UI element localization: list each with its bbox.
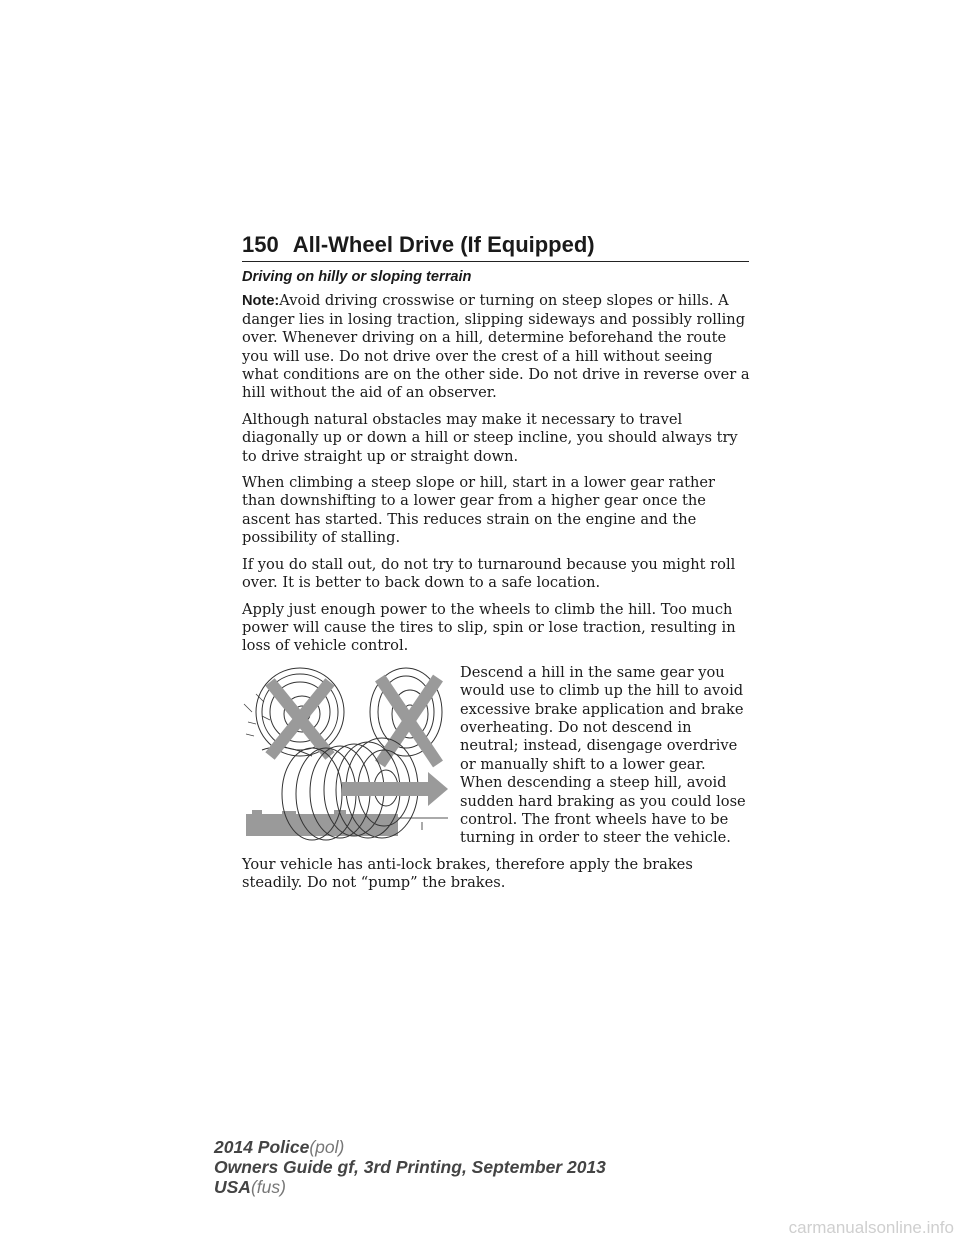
paragraph-climbing: When climbing a steep slope or hill, start in a lower gear rather than downshifting to a lower gear from a higher gear once the ascent has started. This reduces strain on the engine and the possibility of stalling. bbox=[242, 474, 716, 547]
paragraph-brakes: Your vehicle has anti-lock brakes, therefore apply the brakes steadily. Do not “pump” the brakes. bbox=[242, 855, 693, 892]
paragraph-stall: If you do stall out, do not try to turnaround because you might roll over. It is better to back down to a safe location. bbox=[242, 555, 736, 592]
figure-row bbox=[242, 664, 752, 848]
chapter-title: All-Wheel Drive (If Equipped) bbox=[292, 232, 595, 257]
page-header bbox=[242, 229, 749, 262]
note-paragraph bbox=[242, 292, 752, 402]
footer-line-2: Owners Guide gf, 3rd Printing, September 2013 bbox=[214, 1157, 606, 1177]
hill-driving-illustration bbox=[242, 664, 452, 842]
note-text: Avoid driving crosswise or turning on steep slopes or hills. A danger lies in losing traction, slipping sideways and possibly rolling over. Whenever driving on a hill, determine beforehand the route you will use. Do not drive over the crest of a hill without seeing what conditions are on the other side. Do not drive in reverse over a hill without the aid of an observer. bbox=[242, 292, 750, 402]
print-footer bbox=[214, 1137, 606, 1197]
watermark: carmanualsonline.info bbox=[788, 1218, 954, 1237]
section-title: Driving on hilly or sloping terrain bbox=[242, 269, 472, 285]
paragraph-diagonal: Although natural obstacles may make it necessary to travel diagonally up or down a hill or steep incline, you should always try to drive straight up or straight down. bbox=[242, 410, 738, 465]
footer-line-3: USA(fus) bbox=[214, 1177, 286, 1197]
paragraph-power: Apply just enough power to the wheels to climb the hill. Too much power will cause the tires to slip, spin or lose traction, resulting in loss of vehicle control. bbox=[242, 600, 736, 655]
ground-strip-icon bbox=[246, 810, 448, 836]
page-number: 150 bbox=[242, 232, 279, 257]
note-label: Note: bbox=[242, 293, 280, 310]
footer-line-1: 2014 Police(pol) bbox=[214, 1137, 345, 1157]
prohibited-x-left-icon bbox=[270, 682, 330, 756]
prohibited-x-right-icon bbox=[380, 678, 438, 764]
page-content bbox=[242, 268, 752, 901]
figure-caption-text: Descend a hill in the same gear you would use to climb up the hill to avoid excessive brake application and brake overheating. Do not descend in neutral; instead, disengage overdrive or manually shift to a lower gear. When descending a steep hill, avoid sudden hard braking as you could lose control. The front wheels have to be turning in order to steer the vehicle. bbox=[460, 663, 746, 847]
